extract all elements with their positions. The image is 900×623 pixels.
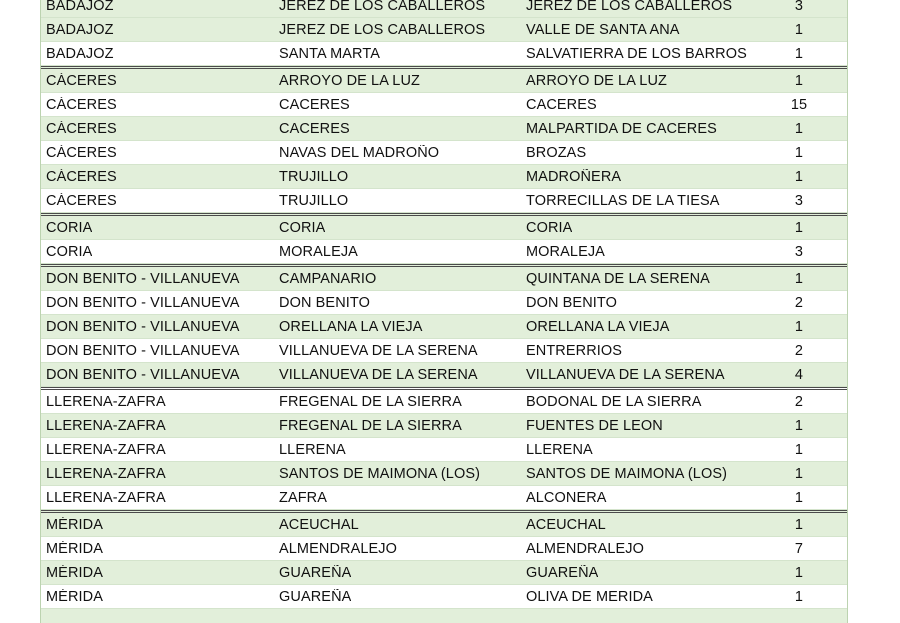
area-cell: DON BENITO - VILLANUEVA	[46, 294, 240, 311]
zone-cell: TRUJILLO	[279, 168, 349, 185]
area-cell: CÁCERES	[46, 144, 117, 161]
municipality-cell: ALCONERA	[526, 489, 607, 506]
zone-cell: CAMPANARIO	[279, 270, 377, 287]
area-cell: CÁCERES	[46, 168, 117, 185]
area-cell: MÉRIDA	[46, 588, 103, 605]
count-cell: 1	[794, 144, 804, 161]
table-row	[41, 486, 847, 510]
municipality-cell: MORALEJA	[526, 243, 605, 260]
table-row	[41, 240, 847, 264]
table-row	[41, 213, 847, 240]
municipality-cell: OLIVA DE MERIDA	[526, 588, 653, 605]
count-cell: 2	[794, 342, 804, 359]
zone-cell: GUAREÑA	[279, 588, 352, 605]
area-cell: DON BENITO - VILLANUEVA	[46, 366, 240, 383]
zone-cell: CACERES	[279, 120, 350, 137]
area-cell: MÉRIDA	[46, 516, 103, 533]
area-cell: LLERENA-ZAFRA	[46, 489, 166, 506]
count-cell: 1	[794, 45, 804, 62]
zone-cell: ARROYO DE LA LUZ	[279, 72, 420, 89]
table-row	[41, 510, 847, 537]
zone-cell: SANTA MARTA	[279, 45, 381, 62]
count-cell: 15	[790, 96, 808, 113]
zone-cell: ORELLANA LA VIEJA	[279, 318, 423, 335]
count-cell: 1	[794, 318, 804, 335]
count-cell: 3	[794, 0, 804, 14]
municipality-cell: VALLE DE SANTA ANA	[526, 21, 680, 38]
zone-cell: DON BENITO	[279, 294, 370, 311]
municipality-cell: DON BENITO	[526, 294, 617, 311]
zone-cell: TRUJILLO	[279, 192, 349, 209]
table-row	[41, 315, 847, 339]
municipality-cell: MALPARTIDA DE CACERES	[526, 120, 717, 137]
municipality-cell: ENTRERRIOS	[526, 342, 623, 359]
zone-cell: CORIA	[279, 219, 326, 236]
area-cell: BADAJOZ	[46, 0, 114, 14]
area-cell: MÉRIDA	[46, 540, 103, 557]
table-row-partial	[41, 609, 847, 623]
count-cell: 4	[794, 366, 804, 383]
municipality-cell: ALMENDRALEJO	[526, 540, 645, 557]
count-cell: 1	[794, 168, 804, 185]
municipality-cell: JEREZ DE LOS CABALLEROS	[526, 0, 733, 14]
municipality-cell: SALVATIERRA DE LOS BARROS	[526, 45, 747, 62]
area-cell: BADAJOZ	[46, 45, 114, 62]
zone-cell: CACERES	[279, 96, 350, 113]
area-cell: CÁCERES	[46, 192, 117, 209]
area-cell: MÉRIDA	[46, 564, 103, 581]
area-cell: LLERENA-ZAFRA	[46, 441, 166, 458]
zone-cell: ACEUCHAL	[279, 516, 359, 533]
count-cell: 1	[794, 219, 804, 236]
zone-cell: FREGENAL DE LA SIERRA	[279, 417, 462, 434]
count-cell: 1	[794, 120, 804, 137]
area-cell: DON BENITO - VILLANUEVA	[46, 270, 240, 287]
area-cell: LLERENA-ZAFRA	[46, 417, 166, 434]
table-row	[41, 363, 847, 387]
count-cell: 2	[794, 393, 804, 410]
area-cell: LLERENA-ZAFRA	[46, 465, 166, 482]
zone-cell: SANTOS DE MAIMONA (LOS)	[279, 465, 481, 482]
table-row	[41, 585, 847, 609]
zone-cell: MORALEJA	[279, 243, 358, 260]
table-row	[41, 66, 847, 93]
area-cell: BADAJOZ	[46, 21, 114, 38]
zone-cell: JEREZ DE LOS CABALLEROS	[279, 0, 486, 14]
table-row	[41, 462, 847, 486]
count-cell: 3	[794, 192, 804, 209]
municipality-cell: CORIA	[526, 219, 573, 236]
zone-cell: VILLANUEVA DE LA SERENA	[279, 342, 478, 359]
table-row	[41, 117, 847, 141]
area-cell: CÁCERES	[46, 72, 117, 89]
table-row	[41, 339, 847, 363]
municipality-cell: TORRECILLAS DE LA TIESA	[526, 192, 720, 209]
count-cell: 1	[794, 72, 804, 89]
municipality-cell: ARROYO DE LA LUZ	[526, 72, 667, 89]
municipality-cell: CACERES	[526, 96, 597, 113]
count-cell: 1	[794, 588, 804, 605]
zone-cell: GUAREÑA	[279, 564, 352, 581]
municipality-cell: BROZAS	[526, 144, 587, 161]
zone-cell: ZAFRA	[279, 489, 328, 506]
table-row	[41, 189, 847, 213]
area-cell: LLERENA-ZAFRA	[46, 393, 166, 410]
count-cell: 1	[794, 270, 804, 287]
table-row	[41, 0, 847, 18]
municipality-cell: ACEUCHAL	[526, 516, 606, 533]
table-row	[41, 93, 847, 117]
table-row	[41, 561, 847, 585]
table-row	[41, 537, 847, 561]
table-row	[41, 438, 847, 462]
count-cell: 1	[794, 516, 804, 533]
data-table	[40, 0, 848, 623]
municipality-cell: MADROÑERA	[526, 168, 622, 185]
count-cell: 3	[794, 243, 804, 260]
count-cell: 1	[794, 21, 804, 38]
municipality-cell: LLERENA	[526, 441, 593, 458]
municipality-cell: GUAREÑA	[526, 564, 599, 581]
municipality-cell: ORELLANA LA VIEJA	[526, 318, 670, 335]
table-row	[41, 291, 847, 315]
area-cell: DON BENITO - VILLANUEVA	[46, 342, 240, 359]
table-row	[41, 42, 847, 66]
area-cell: CÁCERES	[46, 120, 117, 137]
area-cell: CORIA	[46, 243, 93, 260]
count-cell: 1	[794, 489, 804, 506]
area-cell: DON BENITO - VILLANUEVA	[46, 318, 240, 335]
municipality-cell: VILLANUEVA DE LA SERENA	[526, 366, 725, 383]
table-row	[41, 264, 847, 291]
zone-cell: ALMENDRALEJO	[279, 540, 398, 557]
table-row	[41, 18, 847, 42]
table-row	[41, 387, 847, 414]
count-cell: 7	[794, 540, 804, 557]
zone-cell: JEREZ DE LOS CABALLEROS	[279, 21, 486, 38]
table-row	[41, 141, 847, 165]
municipality-cell: QUINTANA DE LA SERENA	[526, 270, 710, 287]
area-cell: CORIA	[46, 219, 93, 236]
zone-cell: LLERENA	[279, 441, 346, 458]
zone-cell: NAVAS DEL MADROÑO	[279, 144, 440, 161]
zone-cell: FREGENAL DE LA SIERRA	[279, 393, 462, 410]
count-cell: 2	[794, 294, 804, 311]
municipality-cell: BODONAL DE LA SIERRA	[526, 393, 702, 410]
area-cell: CÁCERES	[46, 96, 117, 113]
count-cell: 1	[794, 465, 804, 482]
municipality-cell: FUENTES DE LEON	[526, 417, 663, 434]
table-row	[41, 165, 847, 189]
count-cell: 1	[794, 564, 804, 581]
zone-cell: VILLANUEVA DE LA SERENA	[279, 366, 478, 383]
table-row	[41, 414, 847, 438]
count-cell: 1	[794, 441, 804, 458]
count-cell: 1	[794, 417, 804, 434]
municipality-cell: SANTOS DE MAIMONA (LOS)	[526, 465, 728, 482]
